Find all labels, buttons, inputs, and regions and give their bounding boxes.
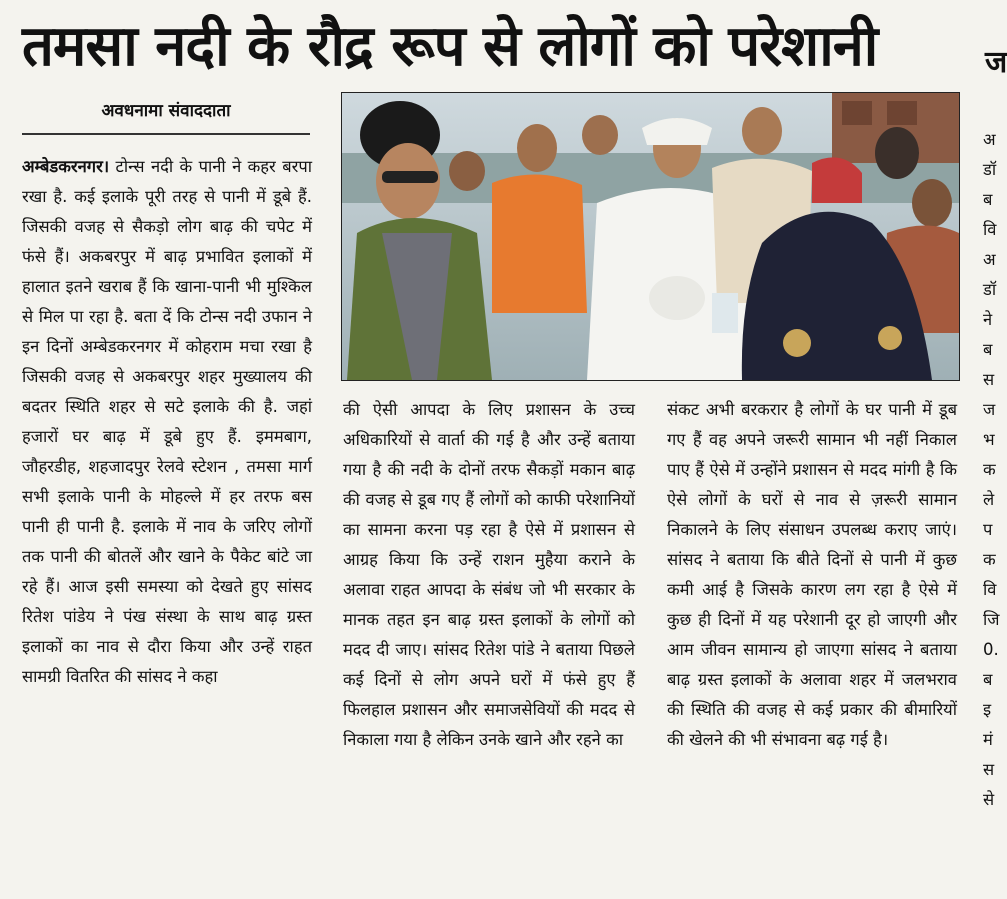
headline: तमसा नदी के रौद्र रूप से लोगों को परेशानी — [22, 14, 878, 79]
adjacent-article-line: स — [983, 370, 995, 389]
adjacent-article-line: अ — [983, 130, 996, 149]
adjacent-article-line: स — [983, 760, 995, 779]
adjacent-article-line: प — [983, 520, 993, 539]
article-paragraph — [22, 152, 312, 692]
article-column-3 — [667, 395, 957, 755]
article-column-2 — [343, 395, 635, 755]
adjacent-article-line: क — [983, 460, 996, 479]
article-column-1 — [22, 152, 312, 692]
news-photo — [341, 92, 960, 381]
adjacent-article-line: से — [983, 790, 995, 809]
column-1-text: टोन्स नदी के पानी ने कहर बरपा रखा है. कई इलाके पूरी तरह से पानी में डूबे हैं. जिसकी वजह से सैकड़ो लोग बाढ़ की चपेट में फंसे हैं। अकबरपुर में बाढ़ प्रभावित इलाकों में हालात इतने खराब हैं कि खाना-पानी भी मुश्किल से मिल पा रहा है. बता दें कि टोन्स नदी उफान ने इन दिनों अम्बेडकरनगर में कोहराम मचा रखा है जिसकी वजह से अकबरपुर शहर मुख्यालय की बदतर स्थिति शहर से सटे इलाके की है. जहां हजारों घर बाढ़ में डूबे हुए हैं. इममबाग, जौहरडीह, शहजादपुर रेलवे स्टेशन , तमसा मार्ग सभी इलाके पानी के मोहल्ले में हर तरफ बस पानी ही पानी है. इलाके में नाव के जरिए लोगों तक पानी की बोतलें और खाने के पैकेट बांटे जा रहे हैं। आज इसी समस्या को देखते हुए सांसद रितेश पांडेय ने पंख संस्था के साथ बाढ़ ग्रस्त इलाकों का नाव से दौरा किया और उन्हें राहत सामग्री वितरित की सांसद ने कहा — [22, 157, 313, 686]
adjacent-article-line: ज — [983, 400, 996, 419]
adjacent-article-line: ले — [983, 490, 995, 509]
adjacent-article-line: जि — [983, 610, 1000, 629]
adjacent-article-line: ब — [983, 340, 993, 359]
adjacent-article-line: ब — [983, 190, 993, 209]
adjacent-article-line: डॉ — [983, 160, 997, 179]
column-2-text: की ऐसी आपदा के लिए प्रशासन के उच्च अधिकारियों से वार्ता की गई है और उन्हें बताया गया है की नदी के दोनों तरफ सैकड़ों मकान बाढ़ की वजह से डूब गए हैं लोगों को काफी परेशानियों का सामना करना पड़ रहा है ऐसे में प्रशासन से आग्रह किया कि उन्हें राशन मुहैया कराने के अलावा राहत आपदा के संबंध जो भी सरकार के मानक तहत इन बाढ़ ग्रस्त इलाकों के लोगों को मदद दी जाए। सांसद रितेश पांडे ने बताया पिछले कई दिनों से लोग अपने घरों में फंसे हुए हैं फिलहाल प्रशासन और समाजसेवियों की मदद से निकाला गया है लेकिन उनके खाने और रहने का — [343, 400, 635, 749]
adjacent-article-line: डॉ — [983, 280, 997, 299]
adjacent-article-line: भ — [983, 430, 995, 449]
flood-relief-photo-icon — [342, 93, 959, 380]
adjacent-article-line: वि — [983, 220, 997, 239]
adjacent-article-line: वि — [983, 580, 997, 599]
column-3-text: संकट अभी बरकरार है लोगों के घर पानी में डूब गए हैं वह अपने जरूरी सामान भी नहीं निकाल पाए हैं ऐसे में उन्होंने प्रशासन से मदद मांगी है कि ऐसे लोगों के घरों से नाव से ज़रूरी सामान निकालने के लिए संसाधन उपलब्ध कराए जाएं। सांसद ने बताया कि बीते दिनों से पानी में कुछ कमी आई है जिसके कारण लग रहा है ऐसे में कुछ ही दिनों में यह परेशानी दूर हो जाएगी और आम जीवन सामान्य हो जाएगा सांसद ने बताया बाढ़ ग्रस्त इलाकों के अलावा शहर में जलभराव की स्थिति की वजह से कई प्रकार की बीमारियों की खेलने की भी संभावना बढ़ गई है। — [667, 400, 957, 749]
adjacent-article-line: क — [983, 550, 996, 569]
byline-rule — [22, 133, 310, 135]
adjacent-article-line: ब — [983, 670, 993, 689]
adjacent-article-line: ने — [983, 310, 993, 329]
byline: अवधनामा संवाददाता — [101, 101, 231, 121]
adjacent-article-fragment — [983, 125, 1000, 815]
adjacent-article-line: इ — [983, 700, 992, 719]
dateline: अम्बेडकरनगर। — [22, 157, 110, 176]
adjacent-article-line: 0. — [983, 640, 999, 659]
adjacent-headline-fragment: ज — [985, 45, 1007, 80]
adjacent-article-line: मं — [983, 730, 993, 749]
adjacent-article-line: अ — [983, 250, 996, 269]
